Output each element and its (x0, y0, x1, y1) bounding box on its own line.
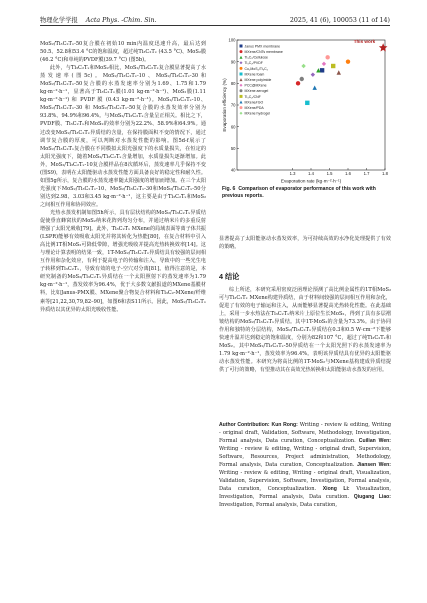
contrib-author: Kun Rong: (271, 422, 298, 428)
section-heading: 4 结论 (219, 272, 240, 281)
figure-6-panel (221, 36, 389, 184)
legend-marker (240, 106, 243, 109)
y-tick-label: 80 (230, 80, 236, 86)
journal-name-en: Acta Phys. -Chim. Sin. (85, 17, 157, 24)
contribution-paragraph (219, 421, 391, 510)
x-tick-label: 1.5 (326, 171, 333, 176)
contrib-author: Qiugang Liao: (353, 494, 391, 501)
y-tick-label: 40 (230, 167, 236, 173)
y-tick-label: 60 (230, 124, 236, 130)
x-tick-label: 1.4 (308, 171, 314, 176)
legend-label: MXene/rGO (244, 100, 264, 105)
header-rule (40, 25, 390, 26)
legend-marker (240, 45, 243, 48)
page-citation: 2025, 41 (6), 100053 (11 of 14) (289, 17, 390, 24)
author-contributions (219, 421, 391, 510)
y-tick-label: 90 (230, 59, 236, 65)
legend-marker (240, 50, 243, 53)
data-point (320, 68, 324, 72)
left-column (40, 40, 206, 314)
running-header (40, 10, 390, 24)
legend-label: MXene hydrogel (244, 111, 270, 116)
legend-label: Janus PMX membrane (244, 44, 281, 49)
conclusion (219, 286, 391, 375)
data-point (346, 59, 350, 63)
y-tick-label: 100 (228, 37, 236, 43)
y-axis-label: Evaporation efficiency (%) (222, 78, 227, 132)
journal-name-cn: 物理化学学报 (40, 17, 78, 24)
contrib-roles: Writing - review & editing, Writing - original draft, Visualization, Validation, Supervision, Software, Investigation, Formal analysis, Data curation, Conceptualization. (219, 470, 391, 493)
x-tick-label: 1.7 (363, 171, 370, 176)
y-tick-label: 50 (230, 145, 236, 151)
data-point (300, 77, 304, 81)
legend-label: PCC@MXene (244, 83, 267, 88)
legend-marker (240, 67, 243, 70)
x-tick-label: 1.6 (345, 171, 351, 176)
legend-label: MXene aerogel (244, 89, 269, 94)
contrib-roles: Writing - review & editing, Writing - original draft, Validation, Software, Methodology, Investigation, Formal analysis, Data curation, Conceptualization. (219, 422, 392, 445)
data-point (296, 81, 300, 85)
paragraph: 显著提高了太阳能驱动水蒸发效率，为可持续高效的水净化处理提供了有效的策略。 (219, 236, 391, 251)
contrib-heading: Author Contribution: (219, 422, 270, 428)
legend-label: MXene foam (244, 72, 265, 77)
data-point (325, 55, 329, 59)
legend-label: MXene/CNTs membrane (244, 50, 283, 54)
paragraph: MoS₂/Ti₃C₂Tₓ-50复合膜在初始10 min内温度迅速升高，最后达到50.5、52.8和53.4 °C的饱和温度，超过纯Ti₃C₂Tₓ (43.5 °C)、MoS₂膜(46.2 °C)和单纯的PVDF膜(39.7 °C) (图5b)。 (40, 41, 206, 64)
contrib-author: Xiong Li: (322, 486, 350, 493)
contrib-roles: Investigation, Formal analysis, Data curation, (219, 502, 337, 509)
data-point (331, 64, 335, 68)
legend-label: MXene polyimide (244, 78, 272, 82)
conclusion-paragraph: 综上所述，本研究采用密度泛函理论预测了高比例金属性的1T相MoS₂可与Ti₃C₂Tₓ MXene构建异质结，由于材料间较强的层间相互作用和杂化，促进了有效的电子输运和注入，从而能够显著提高光热转化性能。在此基础上，采用一步水热法在Ti₃C₂Tₓ纳米片上原位生长MoS₂，得到了具有多层褶皱结构的MoS₂/Ti₃C₂Tₓ异质结。其中1T-MoS₂的含量为73.3%。由于协同作用和独特的分层结构，MoS₂/Ti₃C₂Tₓ异质结在0.3和0.5 W·cm⁻²下能够快速升温并达到稳定的饱和温度，分别为82和107 °C，超过了纯Ti₃C₂Tₓ和MoS₂。其中MoS₂/Ti₃C₂Tₓ-50异质结在一个太阳光照下的水蒸发速率为1.79 kg·m⁻²·h⁻¹，蒸发效率为96.4%。表明该异质结具有优异的太阳能驱动水蒸发性能。本研究为将高比例的1T-MoS₂与MXene基构建成异质结提供了可行的策略，有望推动其在高效光热转换和太阳能驱动水蒸发的应用。 (219, 287, 391, 374)
right-column-text (219, 235, 391, 251)
legend-label: Ti₃C₂/PVDF (244, 61, 263, 66)
data-point (305, 101, 309, 105)
contrib-roles: Writing - review & editing, Writing - original draft, Supervision, Software, Resources, Project administration, Methodology, Formal analysis, Data curation, Conceptualization. (219, 446, 391, 469)
x-tick-label: 1.8 (382, 171, 388, 176)
figure-label: Fig. 6 (222, 186, 236, 192)
scatter-chart (221, 36, 389, 184)
annotation-text: This work (353, 38, 376, 44)
legend-label: Cu₂MoS₄/Ti₃C₂ (244, 66, 269, 71)
figure-caption (222, 186, 390, 200)
legend-label: Ti₃C₂/Cellulose (244, 55, 268, 60)
contrib-author: Cuilian Wen: (358, 438, 391, 445)
x-axis-label: Evaporation rate (kg·m⁻²·h⁻¹) (280, 178, 342, 184)
legend-marker (240, 95, 243, 98)
legend-label: Ti₃C₂/CNF (244, 94, 261, 99)
contrib-roles: Visualization, Investigation, Formal analysis, Data curation. (219, 486, 391, 501)
legend-label: MXene/PDA (244, 106, 264, 110)
legend-marker (240, 73, 243, 76)
x-tick-label: 1.3 (289, 171, 296, 176)
contrib-author: Jiansen Wen: (357, 462, 391, 469)
figure-caption-text: Comparison of evaporator performance of this work with previous reports. (222, 186, 376, 200)
paragraph: 光热水蒸发机制如图5h所示，具有层状结构的MoS₂/Ti₃C₂Tₓ异质结促使垂直蜂窝状的MoS₂纳米花阵列均匀分布，并通过纳米片的多重反射增强了太阳光吸收[79]。此外，Ti₃C₂Tₓ MXene的局域表面等离子体共振(LSPR)能够有效吸收太阳光并将其转化为热能[80]，在复合材料中引入高比例1T相MoS₂可降低带隙，增强光吸收并提高光热转换效率[14]。这与理论计算表明的结果一致，1T-MoS₂/Ti₃C₂Tₓ异质结具有较强的层间相互作用和杂化效应，有利于提高电子的传输和注入，导致中的一些光生电子转移到Ti₃C₂Tₓ，导致有效的电子-空穴对分离[81]。值得注意的是，本研究制备的MoS₂/Ti₃C₂Tₓ异质结在一个太阳照射下的蒸发速率为1.79 kg·m⁻²·h⁻¹，蒸发效率为96.4%，优于大多数文献报道的MXene基膜材料，比如Janus-PMX膜、MXene聚合物复合材料和Ti₃C₂-MXene/纤维素等[21,22,30,79,82–90]，如图6和表S11所示。因此，MoS₂/Ti₃C₂Tₓ异质结以其优异的太阳光吸收性能、 (40, 209, 206, 313)
y-tick-label: 70 (230, 102, 236, 108)
paragraph: 此外，与Ti₃C₂Tₓ和MoS₂相比，MoS₂/Ti₃C₂Tₓ复合膜显著提高了水蒸发速率(图5c)。MoS₂/Ti₃C₂Tₓ-10、MoS₂/Ti₃C₂Tₓ-30和MoS₂/Ti₃C₂Tₓ-50复合膜的水蒸发速率分别为1.69、1.75和1.79 kg·m⁻²·h⁻¹，显著高于Ti₃C₂Tₓ膜(1.01 kg·m⁻²·h⁻¹)、MoS₂膜(1.11 kg·m⁻²·h⁻¹) 和 PVDF 膜 (0.43 kg·m⁻²·h⁻¹)。MoS₂/Ti₃C₂Tₓ-10、MoS₂/Ti₃C₂Tₓ-30 和 MoS₂/Ti₃C₂Tₓ-50复合膜的水蒸发效率分别为93.8%、94.9%和96.4%。与MoS₂/Ti₃C₂Tₓ含量呈正相关。相比之下，PVDF膜、Ti₃C₂Tₓ和MoS₂的效率分别为22.2%、58.9%和64.9%。通过改变MoS₂/Ti₃C₂Tₓ异质结的含量，在保持膜面积不变的情况下，通过调节复合膜的厚度，可以判断对水蒸发性能的影响。图5d-f展示了MoS₂/Ti₃C₂Tₓ复合膜在不同模拟太阳光强度下的水质量损失，在恒定的太阳光强度下，随着MoS₂/Ti₃C₂Tₓ含量增加，水质量损失逐渐增加。此外，MoS₂/Ti₃C₂Tₓ-10复合膜样品在8次循环后，蒸发速率几乎保持不变(图S9)，表明在太阳能驱动水蒸发性能方面具备良好的稳定性和耐久性。如图5g所示，复合膜的水蒸发速率随太阳强度的增加而增加。在三个太阳光强度下MoS₂/Ti₃C₂Tₓ-10、MoS₂/Ti₃C₂Tₓ-30和MoS₂/Ti₃C₂Tₓ-50分别达到2.98、3.03和3.45 kg·m⁻²·h⁻¹，这主要是由于Ti₃C₂Tₓ和MoS₂之间相互作用和协同效应。 (40, 65, 206, 208)
legend-marker (240, 89, 243, 92)
